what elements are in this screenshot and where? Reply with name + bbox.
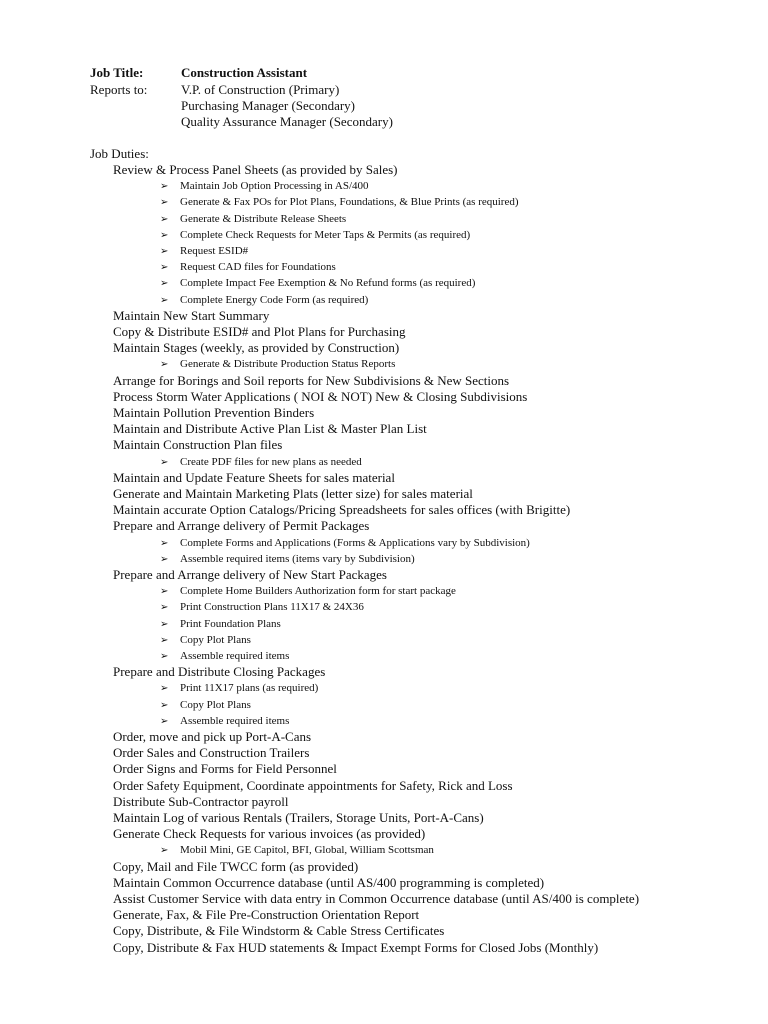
duty-item: Maintain Construction Plan files: [113, 437, 283, 453]
arrow-bullet-icon: ➢: [160, 699, 169, 711]
sub-duty-text: Request ESID#: [180, 245, 249, 257]
sub-duty-text: Request CAD files for Foundations: [180, 261, 336, 274]
job-title-value: Construction Assistant: [181, 65, 308, 80]
arrow-bullet-icon: ➢: [160, 278, 169, 290]
duty-item: Copy & Distribute ESID# and Plot Plans for Purchasing: [113, 324, 406, 339]
arrow-bullet-icon: ➢: [160, 553, 169, 565]
arrow-bullet-icon: ➢: [160, 715, 169, 727]
sub-duty-text: Complete Energy Code Form (as required): [180, 293, 369, 306]
duty-item: Review & Process Panel Sheets (as provided by Sales): [113, 162, 398, 177]
sub-duty-item: [160, 713, 289, 730]
duty-item: Copy, Mail and File TWCC form (as provided): [113, 858, 359, 874]
duty-item: Copy, Distribute & Fax HUD statements & Impact Exempt Forms for Closed Jobs (Monthly): [113, 939, 599, 955]
duty-item: Maintain Pollution Prevention Binders: [113, 405, 315, 420]
reports-to-secondary-2: Quality Assurance Manager (Secondary): [181, 114, 393, 129]
arrow-bullet-icon: ➢: [160, 537, 169, 549]
sub-duty-text: Generate & Distribute Production Status Reports: [180, 358, 396, 371]
duty-item: Process Storm Water Applications ( NOI & NOT) New & Closing Subdivisions: [113, 388, 528, 404]
arrow-bullet-icon: ➢: [160, 262, 169, 274]
duty-item: Maintain Common Occurrence database (until AS/400 programming is completed): [113, 874, 545, 890]
duty-item: Order, move and pick up Port-A-Cans: [113, 729, 312, 744]
arrow-bullet-icon: ➢: [160, 618, 169, 630]
sub-duty-text: Print 11X17 plans (as required): [180, 682, 319, 695]
sub-duty-text: Complete Impact Fee Exemption & No Refund forms (as required): [180, 277, 476, 290]
sub-duty-text: Complete Check Requests for Meter Taps & Permits (as required): [180, 228, 471, 241]
sub-duty-item: [160, 259, 336, 276]
job-title-row: [90, 65, 307, 81]
sub-duty-item: [160, 599, 364, 616]
duty-item: Maintain accurate Option Catalogs/Pricing Spreadsheets for sales offices (with Brigitte): [113, 502, 571, 518]
duty-item: Maintain and Update Feature Sheets for sales material: [113, 469, 395, 485]
duty-item: Prepare and Arrange delivery of New Start Packages: [113, 567, 387, 582]
reports-to-primary: V.P. of Construction (Primary): [181, 82, 340, 97]
duty-item: Distribute Sub-Contractor payroll: [113, 793, 289, 809]
sub-duty-item: [160, 454, 362, 471]
arrow-bullet-icon: ➢: [160, 359, 169, 371]
duty-item: Arrange for Borings and Soil reports for New Subdivisions & New Sections: [113, 372, 510, 388]
duty-item: Maintain Stages (weekly, as provided by Construction): [113, 340, 400, 356]
duty-item: Prepare and Arrange delivery of Permit Packages: [113, 518, 370, 534]
sub-duty-item: [160, 616, 281, 633]
sub-duty-text: Generate & Fax POs for Plot Plans, Foundations, & Blue Prints (as required): [180, 196, 519, 209]
sub-duty-item: [160, 356, 395, 373]
sub-duty-text: Print Foundation Plans: [180, 617, 281, 630]
sub-duty-item: [160, 243, 248, 260]
sub-duty-text: Mobil Mini, GE Capitol, BFI, Global, William Scottsman: [180, 844, 434, 857]
sub-duty-item: [160, 648, 289, 665]
sub-duty-item: [160, 551, 415, 568]
sub-duty-item: [160, 211, 346, 228]
sub-duty-text: Generate & Distribute Release Sheets: [180, 212, 347, 225]
duty-item: Copy, Distribute, & File Windstorm & Cable Stress Certificates: [113, 923, 445, 939]
arrow-bullet-icon: ➢: [160, 229, 169, 241]
arrow-bullet-icon: ➢: [160, 294, 169, 306]
duty-item: Order Safety Equipment, Coordinate appointments for Safety, Rick and Loss: [113, 777, 513, 793]
arrow-bullet-icon: ➢: [160, 246, 169, 257]
sub-duty-item: [160, 697, 251, 714]
arrow-bullet-icon: ➢: [160, 197, 169, 209]
duty-item: Generate and Maintain Marketing Plats (letter size) for sales material: [113, 486, 473, 501]
sub-duty-text: Assemble required items (items vary by Subdivision): [180, 552, 415, 565]
duty-item: Maintain and Distribute Active Plan List & Master Plan List: [113, 421, 427, 437]
arrow-bullet-icon: ➢: [160, 845, 169, 857]
sub-duty-text: Maintain Job Option Processing in AS/400: [180, 180, 369, 193]
sub-duty-item: [160, 632, 251, 649]
reports-to-secondary-1: Purchasing Manager (Secondary): [181, 98, 355, 113]
reports-to-row: [90, 82, 339, 98]
sub-duty-item: [160, 178, 369, 195]
reports-to-row-3: [90, 114, 393, 130]
arrow-bullet-icon: ➢: [160, 213, 169, 225]
job-title-label: Job Title:: [90, 65, 144, 80]
reports-to-label: Reports to:: [90, 82, 148, 97]
sub-duty-text: Assemble required items: [180, 650, 290, 662]
sub-duty-item: [160, 680, 318, 697]
arrow-bullet-icon: ➢: [160, 586, 169, 598]
duty-item: Order Signs and Forms for Field Personnel: [113, 761, 337, 777]
sub-duty-text: Assemble required items: [180, 714, 290, 727]
sub-duty-text: Copy Plot Plans: [180, 633, 251, 646]
sub-duty-text: Complete Forms and Applications (Forms & Applications vary by Subdivision): [180, 536, 530, 549]
duty-item: Assist Customer Service with data entry in Common Occurrence database (until AS/400 is complete): [113, 891, 640, 906]
reports-to-row-2: [90, 98, 355, 114]
arrow-bullet-icon: ➢: [160, 651, 169, 662]
arrow-bullet-icon: ➢: [160, 602, 169, 614]
sub-duty-text: Complete Home Builders Authorization form for start package: [180, 585, 456, 598]
arrow-bullet-icon: ➢: [160, 683, 169, 695]
duty-item: Generate Check Requests for various invoices (as provided): [113, 826, 426, 842]
arrow-bullet-icon: ➢: [160, 634, 169, 646]
sub-duty-item: [160, 227, 470, 244]
sub-duty-text: Print Construction Plans 11X17 & 24X36: [180, 601, 364, 614]
sub-duty-item: [160, 535, 530, 552]
duty-item: Maintain New Start Summary: [113, 307, 270, 323]
sub-duty-text: Copy Plot Plans: [180, 698, 251, 711]
sub-duty-item: [160, 275, 475, 292]
duty-item: Order Sales and Construction Trailers: [113, 745, 310, 761]
duty-item: Prepare and Distribute Closing Packages: [113, 664, 326, 680]
sub-duty-item: [160, 194, 519, 211]
job-duties-label: Job Duties:: [90, 146, 149, 161]
sub-duty-item: [160, 292, 368, 309]
duty-item: Maintain Log of various Rentals (Trailers, Storage Units, Port-A-Cans): [113, 810, 484, 825]
duty-item: Generate, Fax, & File Pre-Construction Orientation Report: [113, 907, 420, 923]
arrow-bullet-icon: ➢: [160, 181, 169, 193]
arrow-bullet-icon: ➢: [160, 456, 169, 468]
sub-duty-item: [160, 842, 434, 859]
sub-duty-text: Create PDF files for new plans as needed: [180, 455, 362, 468]
sub-duty-item: [160, 583, 456, 600]
